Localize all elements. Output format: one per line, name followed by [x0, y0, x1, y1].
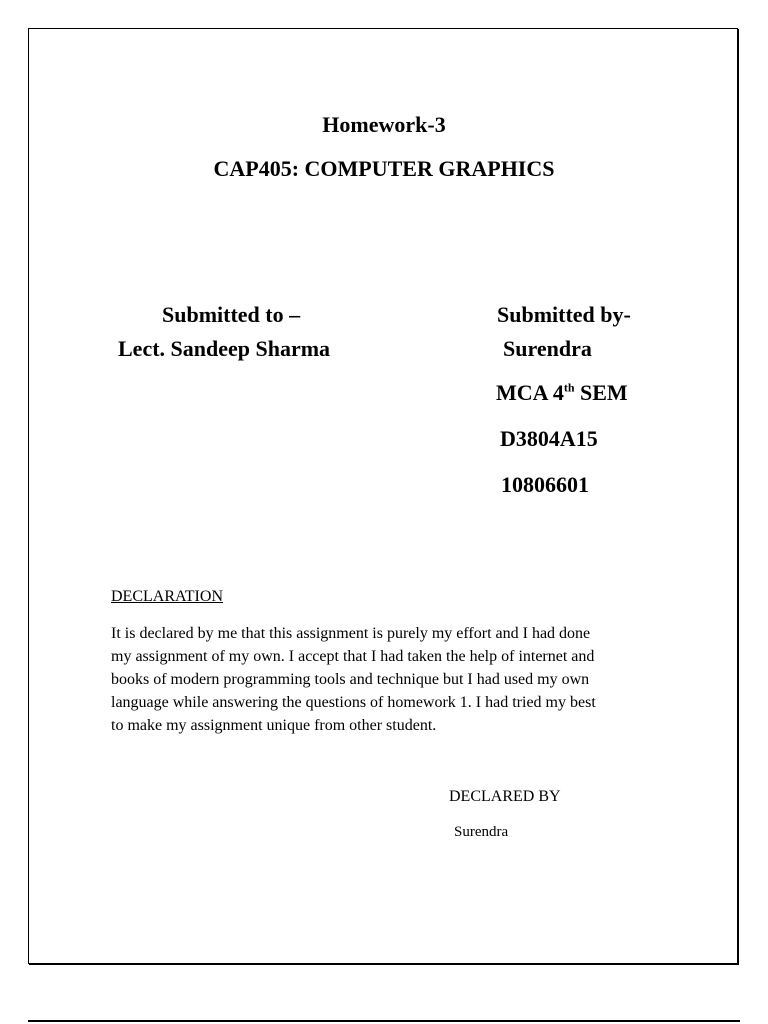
- program-semester: [496, 380, 628, 406]
- course-title: CAP405: COMPUTER GRAPHICS: [213, 156, 555, 181]
- declaration-heading: DECLARATION: [111, 588, 223, 605]
- submitted-by-label: Submitted by-: [497, 302, 631, 327]
- declaration-line: It is declared by me that this assignment is purely my effort and I had done: [111, 625, 591, 642]
- registration-number: 10806601: [501, 472, 589, 497]
- declaration-line: books of modern programming tools and technique but I had used my own: [111, 671, 590, 688]
- homework-title: Homework-3: [322, 112, 446, 137]
- declaration-line: my assignment of my own. I accept that I had taken the help of internet and: [111, 648, 595, 665]
- declaration-body: [111, 622, 671, 737]
- declaration-line: language while answering the questions of homework 1. I had tried my best: [111, 694, 596, 711]
- declared-by-name: Surendra: [454, 824, 509, 840]
- roll-number: D3804A15: [500, 426, 598, 451]
- declaration-line: to make my assignment unique from other student.: [111, 717, 437, 734]
- declared-by-label: DECLARED BY: [449, 788, 561, 805]
- next-page-edge: [28, 1020, 740, 1024]
- submitted-to-label: Submitted to –: [162, 302, 301, 327]
- program-suffix: SEM: [574, 380, 628, 405]
- program-prefix: MCA 4: [496, 380, 564, 405]
- program-superscript: th: [563, 380, 575, 395]
- submitted-by-name: Surendra: [503, 336, 592, 361]
- submitted-to-name: Lect. Sandeep Sharma: [118, 336, 331, 361]
